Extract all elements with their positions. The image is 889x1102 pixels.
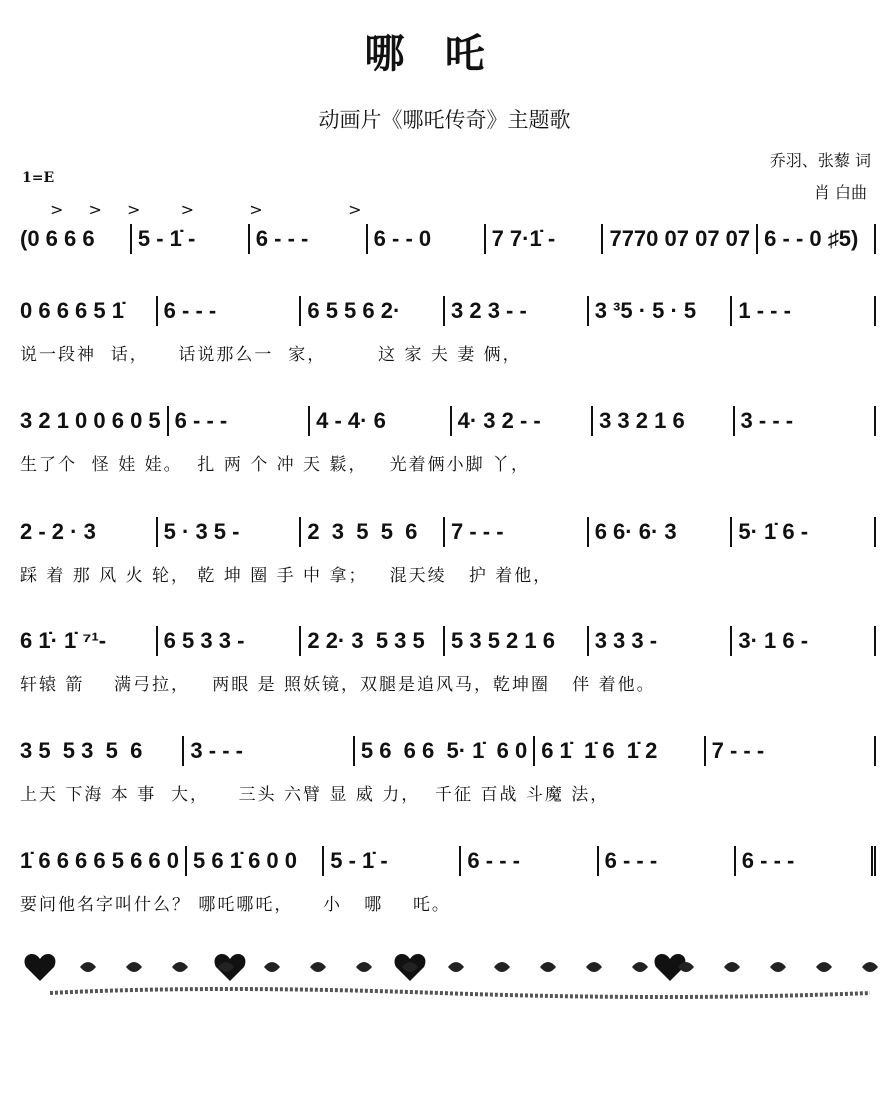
measure: 6 - - - — [736, 846, 876, 876]
accent-marks: > > > > > > — [50, 200, 372, 219]
measure: 5 6 1̇ 6 0 0 — [187, 846, 324, 876]
leaf-icon — [632, 962, 648, 972]
lyrics-row: 说一段神 话， 话说那么一 家， 这 家 夫 妻 俩， — [20, 345, 522, 365]
score-line — [14, 200, 876, 256]
key-signature: 1=E — [22, 170, 55, 186]
notes-row — [14, 734, 876, 768]
score-line — [14, 515, 876, 586]
lyrics-row: 生了个 怪 娃 娃。 扎 两 个 冲 天 鬏， 光着俩小脚 丫， — [20, 455, 531, 475]
composer-credit: 肖 白曲 — [813, 183, 867, 202]
leaf-icon — [540, 962, 556, 972]
leaf-icon — [264, 962, 280, 972]
measure: 3 ³5 · 5 · 5 — [589, 296, 733, 326]
measure: 3 5 5 3 5 6 — [14, 736, 184, 766]
measure: 3 - - - — [735, 406, 876, 436]
measure: 6 1̇ 1̇ 6 1̇ 2 — [535, 736, 705, 766]
measure: 5 6 6 6 5· 1̇ 6 0 — [355, 736, 535, 766]
measure: 3 - - - — [184, 736, 354, 766]
measure: 6 - - - — [169, 406, 310, 436]
measure: 7 7·1̇ - — [486, 224, 604, 254]
leaf-icon — [310, 962, 326, 972]
measure: 3 2 1 0 0 6 0 5 — [14, 406, 169, 436]
notes-row — [14, 404, 876, 438]
score-line — [14, 404, 876, 475]
measure: 7770 07 07 07 — [603, 224, 758, 254]
score-line — [14, 844, 876, 915]
notes-row — [14, 515, 876, 549]
measure: 3 3 2 1 6 — [593, 406, 734, 436]
leaf-icon — [448, 962, 464, 972]
measure: 6 - - - — [158, 296, 302, 326]
measure: 6 - - - — [599, 846, 736, 876]
score-line — [14, 624, 876, 695]
measure: 5 - 1̇ - — [324, 846, 461, 876]
measure: 5 - 1̇ - — [132, 224, 250, 254]
measure: 7 - - - — [445, 517, 589, 547]
score-line — [14, 294, 876, 365]
measure: 4· 3 2 - - — [452, 406, 593, 436]
measure: 2 3 5 5 6 — [301, 517, 445, 547]
notes-row — [14, 844, 876, 878]
leaf-icon — [172, 962, 188, 972]
measure: 6 - - 0 — [368, 224, 486, 254]
leaf-icon — [862, 962, 878, 972]
decorative-border — [10, 945, 880, 1005]
measure: 5· 1̇ 6 - — [732, 517, 876, 547]
lyricist-credit: 乔羽、张藜 词 — [769, 151, 871, 170]
leaf-icon — [494, 962, 510, 972]
heart-icon — [25, 954, 56, 981]
measure: 7 - - - — [706, 736, 876, 766]
measure: 6 - - - — [250, 224, 368, 254]
notes-row — [14, 222, 876, 256]
lyrics-row: 上天 下海 本 事 大， 三头 六臂 显 威 力， 千征 百战 斗魔 法， — [20, 785, 610, 805]
leaf-icon — [126, 962, 142, 972]
lyrics-row: 轩辕 箭 满弓拉， 两眼 是 照妖镜，双腿是追风马，乾坤圈 伴 着他。 — [20, 675, 656, 695]
measure: 3 2 3 - - — [445, 296, 589, 326]
leaf-icon — [770, 962, 786, 972]
measure: 6 6· 6· 3 — [589, 517, 733, 547]
measure: (0 6 6 6 — [14, 224, 132, 254]
score-line — [14, 734, 876, 805]
leaf-icon — [724, 962, 740, 972]
measure: 6 - - 0 ♯5) — [758, 224, 876, 254]
leaf-icon — [356, 962, 372, 972]
leaf-icon — [586, 962, 602, 972]
measure: 0 6 6 6 5 1̇ — [14, 296, 158, 326]
measure: 1̇ 6 6 6 6 5 6 6 0 — [14, 846, 187, 876]
measure: 3· 1 6 - — [732, 626, 876, 656]
leaf-icon — [80, 962, 96, 972]
vine-line — [50, 989, 870, 997]
measure: 6 - - - — [461, 846, 598, 876]
measure: 3 3 3 - — [589, 626, 733, 656]
notes-row — [14, 294, 876, 328]
song-subtitle: 动画片《哪吒传奇》主题歌 — [318, 108, 571, 132]
measure: 5 3 5 2 1 6 — [445, 626, 589, 656]
measure: 6 5 5 6 2· — [301, 296, 445, 326]
measure: 2 2· 3 5 3 5 — [301, 626, 445, 656]
measure: 5 · 3 5 - — [158, 517, 302, 547]
measure: 6 5 3 3 - — [158, 626, 302, 656]
heart-vine-ornament — [25, 954, 878, 997]
lyrics-row: 要问他名字叫什么？ 哪吒哪吒， 小 哪 吒。 — [20, 895, 451, 915]
measure: 6 1̇· 1̇ ⁷¹- — [14, 626, 158, 656]
lyrics-row: 踩 着 那 风 火 轮， 乾 坤 圈 手 中 拿； 混天绫 护 着他， — [20, 566, 553, 586]
notes-row — [14, 624, 876, 658]
leaf-icon — [816, 962, 832, 972]
measure: 2 - 2 · 3 — [14, 517, 158, 547]
measure: 4 - 4· 6 — [310, 406, 451, 436]
measure: 1 - - - — [732, 296, 876, 326]
song-title: 哪吒 — [364, 31, 525, 77]
